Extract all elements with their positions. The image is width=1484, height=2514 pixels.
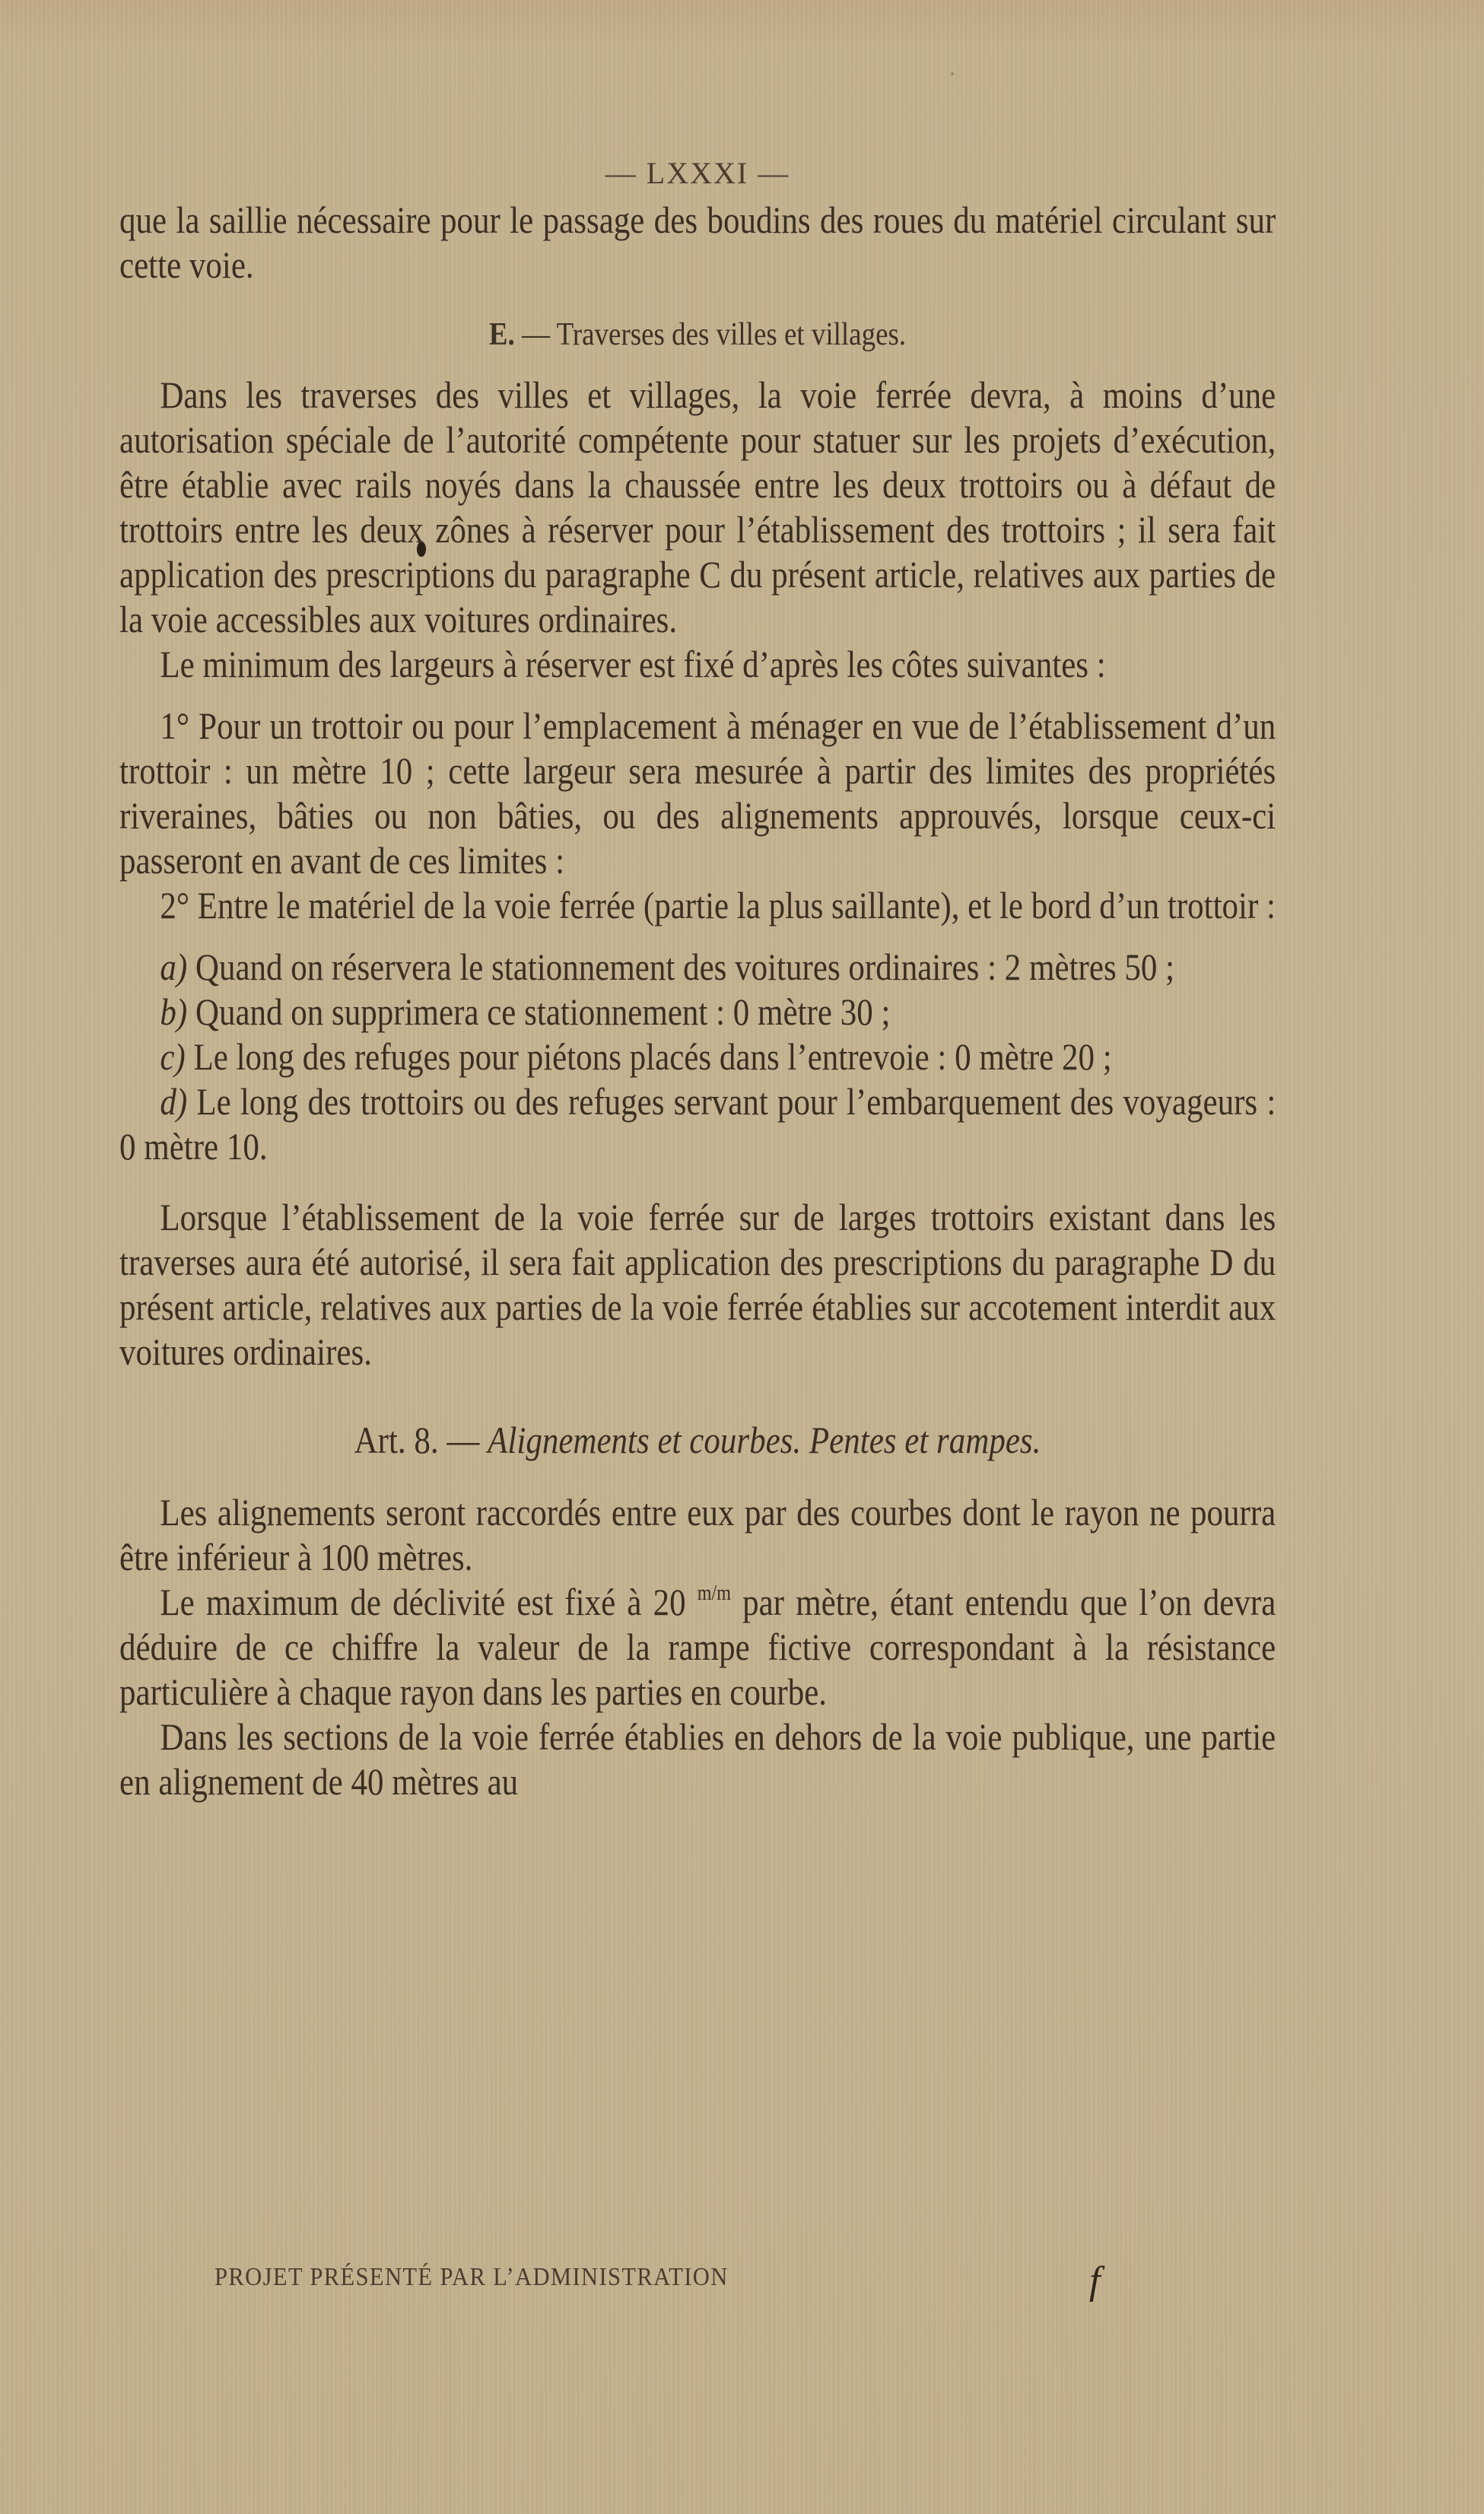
sub-item-b [119, 990, 1276, 1035]
article-number: Art. 8. [354, 1419, 439, 1461]
paragraph-minimum-largeurs: Le minimum des largeurs à réserver est fixé d’après les côtes suivantes : [160, 643, 1106, 685]
paragraph-sections: Dans les sections de la voie ferrée établies en dehors de la voie publique, une partie en alignement de 40 mètres au [119, 1715, 1276, 1803]
section-dash: — [522, 317, 550, 352]
declivite-text-end: par mètre, étant entendu que l’on devra déduire de ce chiffre la valeur de la rampe fictive correspondant à la résistance particulière à chaque rayon dans les parties en courbe. [119, 1581, 1276, 1713]
page-footer [214, 2259, 1203, 2309]
page-number-header: — LXXXI — [605, 156, 790, 190]
sub-item-text: Quand on supprimera ce stationnement : 0 mètre 30 ; [195, 990, 891, 1033]
paragraph-declivite [119, 1580, 1276, 1715]
paragraph-traverses: Dans les traverses des villes et villages, la voie ferrée devra, à moins d’une autorisation spéciale de l’autorité compétente pour statuer sur les projets d’exécution, être établie avec rails noyés dans la chaussée entre les deux trottoirs ou à défaut de trottoirs entre les deux zônes à réserver pour l’établissement des trottoirs ; il sera fait application des prescriptions du paragraphe C du présent article, relatives aux parties de la voie accessibles aux voitures ordinaires. [119, 373, 1276, 640]
list-item-2: 2° Entre le matériel de la voie ferrée (partie la plus saillante), et le bord d’un trottoir : [160, 884, 1276, 926]
section-letter: E. [488, 317, 515, 352]
article-title: Alignements et courbes. Pentes et rampes. [488, 1419, 1041, 1461]
paragraph-alignements: Les alignements seront raccordés entre eux par des courbes dont le rayon ne pourra être inférieur à 100 mètres. [119, 1491, 1276, 1578]
sub-item-label: b) [160, 990, 188, 1033]
paragraph-larges-trottoirs: Lorsque l’établissement de la voie ferrée sur de larges trottoirs existant dans les traverses aura été autorisé, il sera fait application des prescriptions du paragraphe D du présent article, relatives aux parties de la voie ferrée établies sur accotement interdit aux voitures ordinaires. [119, 1196, 1276, 1373]
sub-item-label: c) [160, 1035, 186, 1078]
article-dash: — [446, 1419, 480, 1461]
section-title: Traverses des villes et villages. [556, 317, 907, 352]
unit-mm: m/m [697, 1581, 731, 1605]
sub-item-c [119, 1035, 1276, 1079]
paper-speck [951, 72, 954, 75]
sub-item-d [119, 1079, 1276, 1169]
document-page [119, 152, 1276, 1804]
sub-item-label: a) [160, 946, 188, 988]
article-heading-8 [200, 1416, 1194, 1464]
continuation-paragraph: que la saillie nécessaire pour le passage des boudins des roues du matériel circulant sur cette voie. [119, 199, 1276, 286]
footer-imprint: PROJET PRÉSENTÉ PAR L’ADMINISTRATION [214, 2263, 729, 2291]
section-heading-e [189, 313, 1206, 356]
sub-item-text: Quand on réservera le stationnement des voitures ordinaires : 2 mètres 50 ; [195, 946, 1175, 988]
declivite-text-start: Le maximum de déclivité est fixé à 20 [160, 1581, 686, 1623]
list-item-1: 1° Pour un trottoir ou pour l’emplacement à ménager en vue de l’établissement d’un trottoir : un mètre 10 ; cette largeur sera mesurée à partir des limites des propriétés riveraines, bâties ou non bâties, ou des alignements approuvés, lorsque ceux-ci passeront en avant de ces limites : [119, 704, 1276, 882]
sub-item-a [119, 945, 1276, 990]
sub-item-label: d) [160, 1080, 188, 1123]
sub-item-text: Le long des trottoirs ou des refuges servant pour l’embarquement des voyageurs : 0 mètre 10. [119, 1080, 1276, 1168]
sub-item-text: Le long des refuges pour piétons placés dans l’entrevoie : 0 mètre 20 ; [193, 1035, 1112, 1078]
signature-mark: f [1089, 2259, 1101, 2303]
